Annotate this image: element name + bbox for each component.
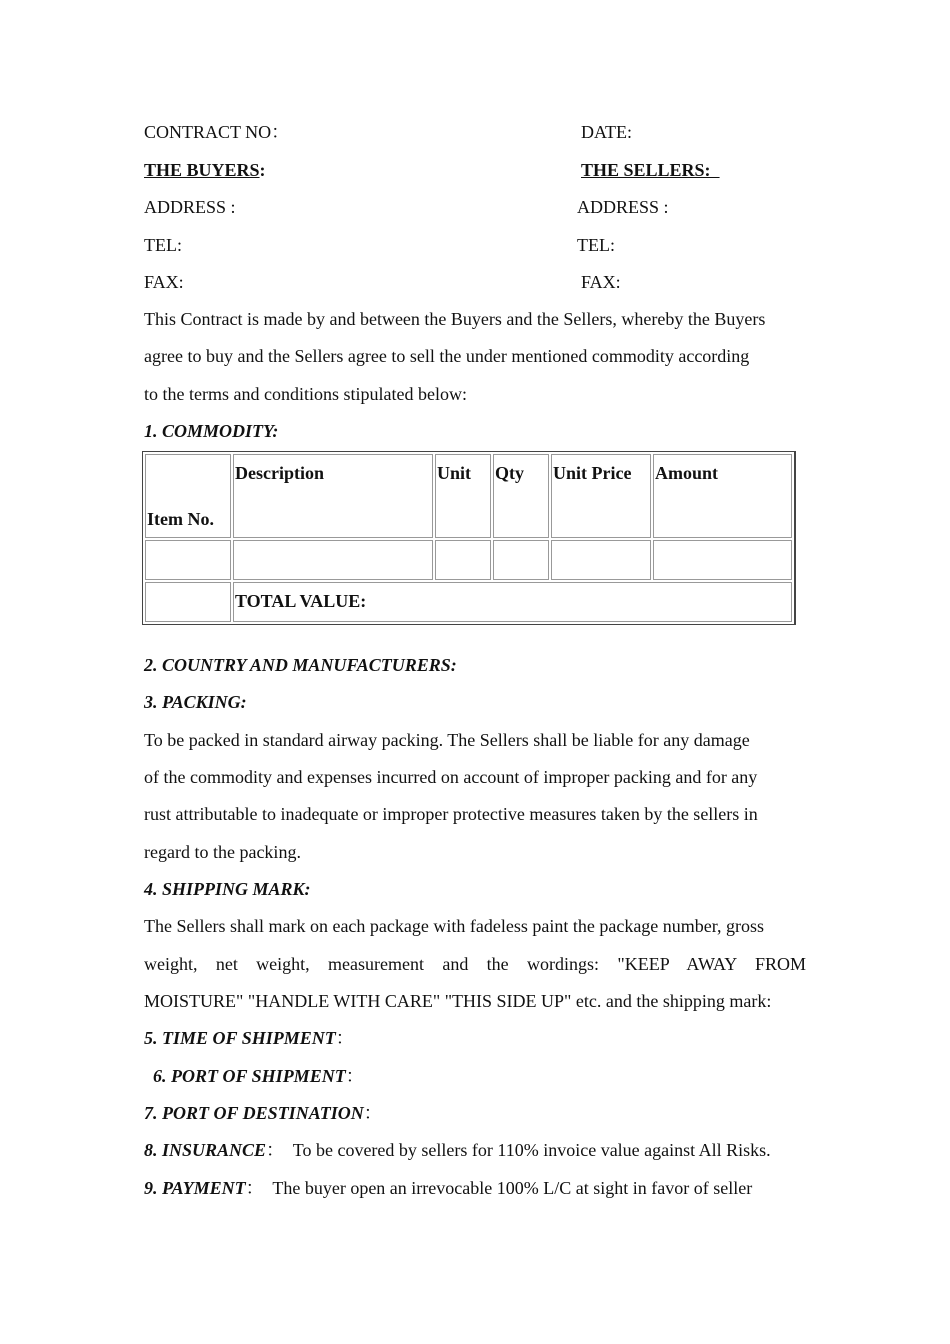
col-description: Description [233, 454, 433, 538]
table-header-row [145, 454, 792, 538]
section-8-heading: 8. INSURANCE [144, 1140, 267, 1160]
packing-line-2: of the commodity and expenses incurred on account of improper packing and for any [144, 767, 758, 787]
cell-total-blank [145, 582, 231, 622]
col-unit-price: Unit Price [551, 454, 651, 538]
section-7-line [144, 1101, 382, 1125]
total-row [145, 582, 792, 622]
intro-line-3: to the terms and conditions stipulated below: [144, 384, 467, 404]
cell-unit-price[interactable] [551, 540, 651, 580]
section-6-heading: 6. PORT OF SHIPMENT [153, 1066, 346, 1086]
section-4-heading: 4. SHIPPING MARK: [144, 879, 311, 899]
packing-line-4: regard to the packing. [144, 842, 301, 862]
cell-item-no[interactable] [145, 540, 231, 580]
section-7-colon: ： [363, 1103, 382, 1123]
commodity-heading: 1. COMMODITY: [144, 421, 279, 441]
cell-amount[interactable] [653, 540, 792, 580]
shipping-mark-line-2-wrap [144, 952, 806, 976]
insurance-text: ： To be covered by sellers for 110% invoice value against All Risks. [266, 1140, 771, 1160]
col-qty: Qty [493, 454, 549, 538]
col-amount: Amount [653, 454, 792, 538]
packing-line-3: rust attributable to inadequate or improper protective measures taken by the sellers in [144, 804, 758, 824]
buyer-address: ADDRESS : [144, 197, 236, 217]
section-9-heading: 9. PAYMENT [144, 1178, 246, 1198]
shipping-mark-line-1: The Sellers shall mark on each package with fadeless paint the package number, gross [144, 916, 765, 936]
buyer-fax: FAX: [144, 272, 184, 292]
col-unit: Unit [435, 454, 491, 538]
cell-description[interactable] [233, 540, 433, 580]
sellers-heading: THE SELLERS: [581, 160, 720, 180]
table-row [145, 540, 792, 580]
section-5-heading: 5. TIME OF SHIPMENT [144, 1028, 336, 1048]
section-7-heading: 7. PORT OF DESTINATION [144, 1103, 364, 1123]
section-5-colon: ： [335, 1028, 354, 1048]
intro-line-1: This Contract is made by and between the Buyers and the Sellers, whereby the Buyers [144, 309, 766, 329]
payment-text: ： The buyer open an irrevocable 100% L/C at sight in favor of seller [245, 1178, 753, 1198]
cell-qty[interactable] [493, 540, 549, 580]
section-3-heading: 3. PACKING: [144, 692, 247, 712]
section-2-heading: 2. COUNTRY AND MANUFACTURERS: [144, 655, 457, 675]
cell-unit[interactable] [435, 540, 491, 580]
contract-no-label: CONTRACT NO： [144, 122, 290, 142]
section-6-line [153, 1064, 364, 1088]
section-6-colon: ： [345, 1066, 364, 1086]
total-value-label: TOTAL VALUE: [233, 582, 792, 622]
date-label: DATE: [581, 122, 632, 142]
seller-tel: TEL: [577, 235, 615, 255]
buyers-colon: : [259, 160, 266, 180]
section-8-line [144, 1138, 771, 1162]
shipping-mark-line-3: MOISTURE" "HANDLE WITH CARE" "THIS SIDE UP" etc. and the shipping mark: [144, 991, 772, 1011]
packing-line-1: To be packed in standard airway packing. The Sellers shall be liable for any damage [144, 730, 750, 750]
section-9-line [144, 1176, 752, 1200]
col-item-no: Item No. [145, 454, 231, 538]
seller-address: ADDRESS : [577, 197, 669, 217]
buyers-label: THE BUYERS [144, 160, 260, 180]
buyers-heading [144, 158, 266, 182]
seller-fax: FAX: [581, 272, 621, 292]
buyer-tel: TEL: [144, 235, 182, 255]
intro-line-2: agree to buy and the Sellers agree to sell the under mentioned commodity according [144, 346, 750, 366]
section-5-line [144, 1026, 354, 1050]
shipping-mark-line-2: weight, net weight, measurement and the wordings: "KEEP AWAY FROM [144, 954, 806, 974]
commodity-table [142, 451, 796, 625]
